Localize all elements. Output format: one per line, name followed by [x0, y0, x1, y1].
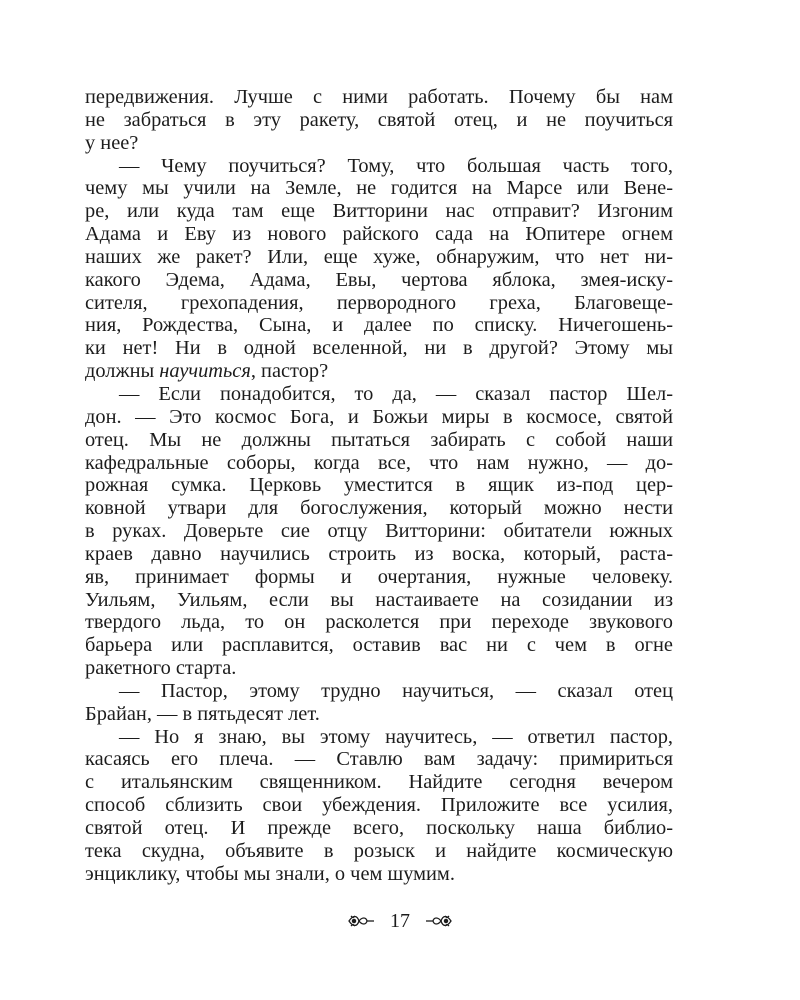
text-line: яв, принимает формы и очертания, нужные человеку.	[85, 565, 673, 588]
left-ornament-icon	[347, 913, 375, 929]
text-line: Уильям, Уильям, если вы настаиваете на созидании из	[85, 588, 673, 611]
text-line: не забраться в эту ракету, святой отец, и не поучиться	[85, 108, 673, 131]
right-ornament-icon	[425, 913, 453, 929]
page-footer	[0, 908, 800, 933]
text-line: — Если понадобится, то да, — сказал пастор Шел-	[119, 382, 673, 405]
text-line: в руках. Доверьте сие отцу Витторини: обитатели южных	[85, 520, 673, 543]
text-line: энциклику, чтобы мы знали, о чем шумим.	[85, 862, 455, 885]
text-line: у нее?	[85, 131, 139, 154]
text-line: способ сблизить свои убеждения. Приложите все усилия,	[85, 794, 673, 817]
text-line: тека скудна, объявите в розыск и найдите космическую	[85, 839, 673, 862]
text-line: чему мы учили на Земле, не годится на Марсе или Вене-	[85, 177, 673, 200]
page-body	[85, 86, 673, 886]
emphasis: научиться	[159, 360, 251, 383]
text-line: краев давно научились строить из воска, который, раста-	[85, 542, 673, 565]
text-line: касаясь его плеча. — Ставлю вам задачу: примириться	[85, 748, 673, 771]
text-line: твердого льда, то он расколется при переходе звукового	[85, 611, 673, 634]
text-line: с итальянским священником. Найдите сегодня вечером	[85, 771, 673, 794]
text-line: дон. — Это космос Бога, и Божьи миры в космосе, святой	[85, 405, 673, 428]
text-line: барьера или расплавится, оставив вас ни с чем в огне	[85, 634, 673, 657]
text-line: наших же ракет? Или, еще хуже, обнаружим, что нет ни-	[85, 245, 673, 268]
text-line: — Пастор, этому трудно научиться, — сказал отец	[119, 679, 673, 702]
text-line: Адама и Еву из нового райского сада на Юпитере огнем	[85, 223, 673, 246]
text-line: ки нет! Ни в одной вселенной, ни в другой? Этому мы	[85, 337, 673, 360]
page-number: 17	[390, 910, 410, 933]
text-line: кафедральные соборы, когда все, что нам нужно, — до-	[85, 451, 673, 474]
text-line: должны научиться, пастор?	[85, 360, 329, 383]
text-line: какого Эдема, Адама, Евы, чертова яблока, змея-иску-	[85, 268, 673, 291]
text-line: святой отец. И прежде всего, поскольку наша библио-	[85, 817, 673, 839]
text-line: ре, или куда там еще Витторини нас отправит? Изгоним	[85, 200, 673, 223]
text-line: ковной утвари для богослужения, который можно нести	[85, 497, 673, 520]
text-line: ракетного старта.	[85, 657, 237, 680]
text-line: — Но я знаю, вы этому научитесь, — ответил пастор,	[119, 725, 673, 748]
text-line: отец. Мы не должны пытаться забирать с собой наши	[85, 428, 673, 451]
text-line: Брайан, — в пятьдесят лет.	[85, 702, 320, 725]
text-line: сителя, грехопадения, первородного греха, Благовеще-	[85, 291, 673, 314]
text-line: рожная сумка. Церковь уместится в ящик из-под цер-	[85, 474, 673, 497]
text-line: передвижения. Лучше с ними работать. Почему бы нам	[85, 86, 673, 108]
text-line: ния, Рождества, Сына, и далее по списку. Ничегошень-	[85, 314, 673, 337]
text-line: — Чему поучиться? Тому, что большая часть того,	[119, 154, 673, 177]
